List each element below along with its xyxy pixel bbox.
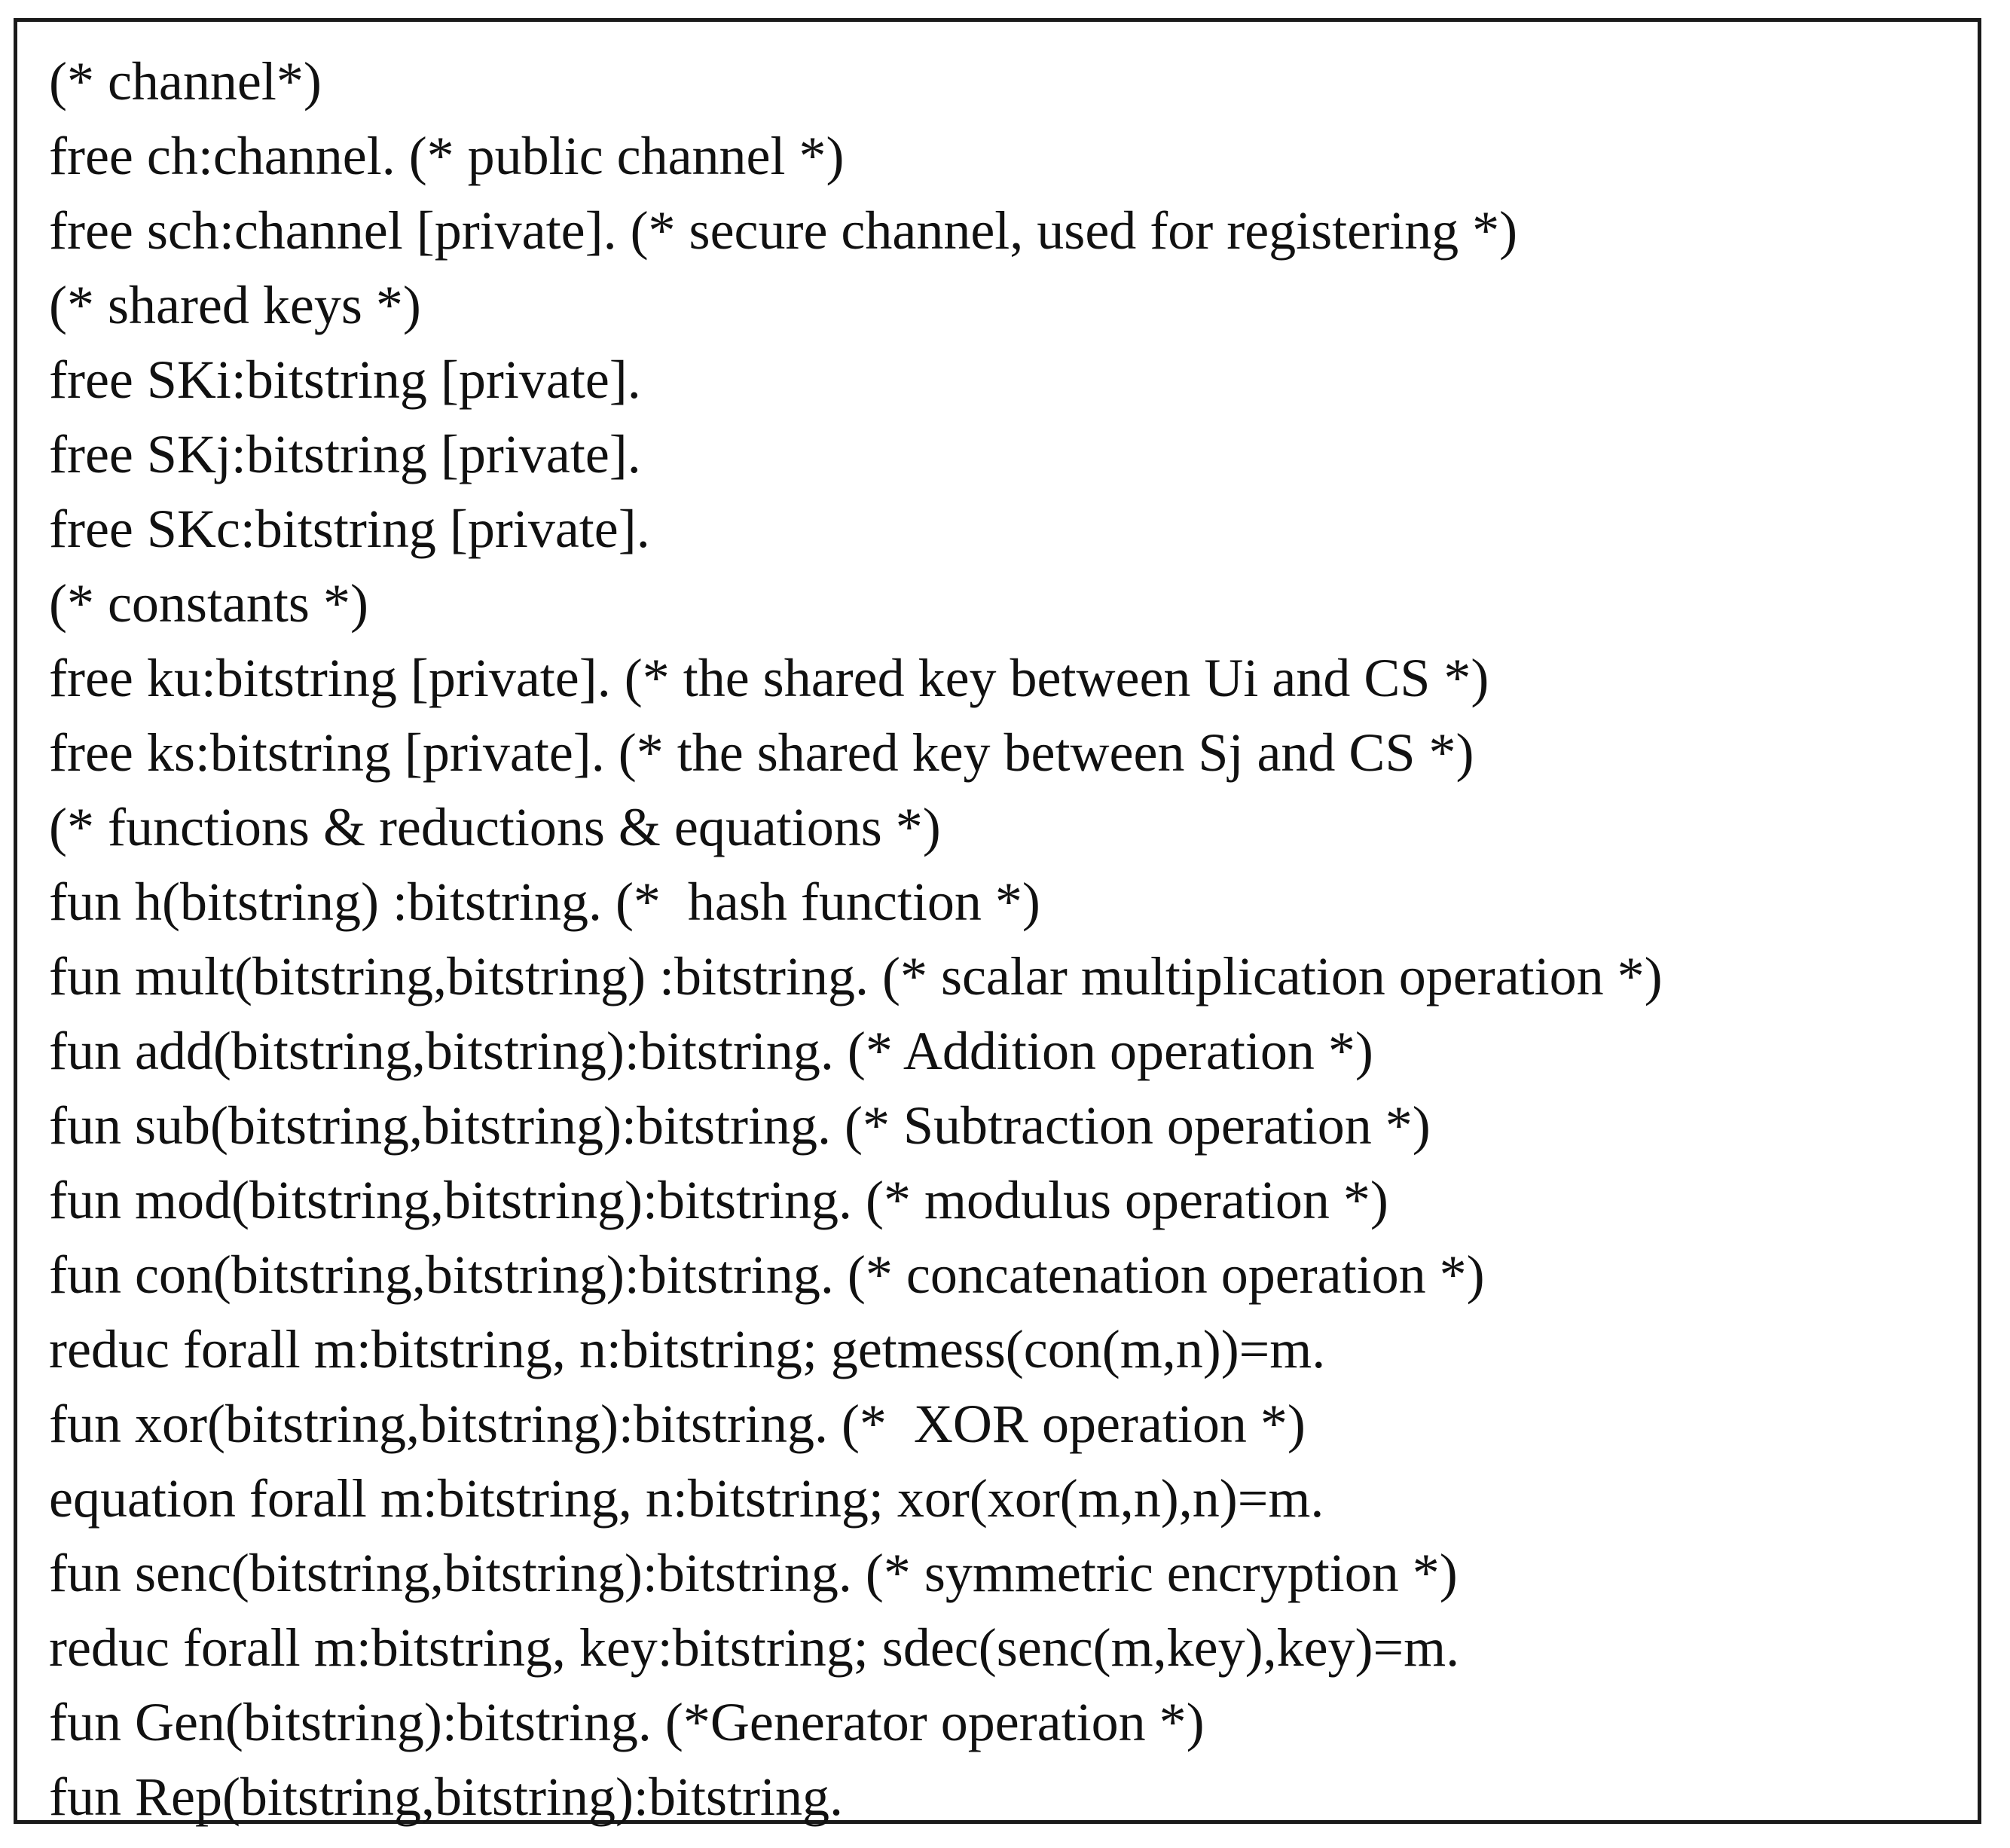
code-line: free SKc:bitstring [private]. xyxy=(49,499,650,559)
code-line: free SKj:bitstring [private]. xyxy=(49,424,641,484)
code-line: (* channel*) xyxy=(49,51,322,111)
code-line: (* constants *) xyxy=(49,573,368,634)
code-line: (* shared keys *) xyxy=(49,275,421,335)
code-line: fun mod(bitstring,bitstring):bitstring. (* modulus operation *) xyxy=(49,1170,1388,1230)
code-line: fun senc(bitstring,bitstring):bitstring. (* symmetric encryption *) xyxy=(49,1543,1458,1603)
code-line: fun sub(bitstring,bitstring):bitstring. (* Subtraction operation *) xyxy=(49,1095,1431,1156)
code-line: fun con(bitstring,bitstring):bitstring. (* concatenation operation *) xyxy=(49,1245,1485,1305)
code-line: reduc forall m:bitstring, n:bitstring; getmess(con(m,n))=m. xyxy=(49,1319,1326,1379)
code-line: fun h(bitstring) :bitstring. (* hash function *) xyxy=(49,872,1040,932)
code-line: fun add(bitstring,bitstring):bitstring. (* Addition operation *) xyxy=(49,1021,1373,1081)
code-line: equation forall m:bitstring, n:bitstring; xor(xor(m,n),n)=m. xyxy=(49,1468,1324,1529)
code-line: fun xor(bitstring,bitstring):bitstring. (* XOR operation *) xyxy=(49,1394,1306,1454)
code-line: free SKi:bitstring [private]. xyxy=(49,350,641,410)
code-line: free sch:channel [private]. (* secure channel, used for registering *) xyxy=(49,200,1518,261)
code-line: free ks:bitstring [private]. (* the shared key between Sj and CS *) xyxy=(49,722,1474,783)
code-line: free ch:channel. (* public channel *) xyxy=(49,126,845,186)
code-line: fun mult(bitstring,bitstring) :bitstring. (* scalar multiplication operation *) xyxy=(49,946,1663,1006)
code-line: reduc forall m:bitstring, key:bitstring; sdec(senc(m,key),key)=m. xyxy=(49,1617,1460,1678)
code-line: (* functions & reductions & equations *) xyxy=(49,797,941,857)
code-line: fun Rep(bitstring,bitstring):bitstring. xyxy=(49,1767,843,1827)
code-lines xyxy=(49,44,1663,1834)
code-line: fun Gen(bitstring):bitstring. (*Generator operation *) xyxy=(49,1692,1205,1752)
code-line: free ku:bitstring [private]. (* the shared key between Ui and CS *) xyxy=(49,648,1489,708)
code-listing-box xyxy=(14,18,1981,1827)
